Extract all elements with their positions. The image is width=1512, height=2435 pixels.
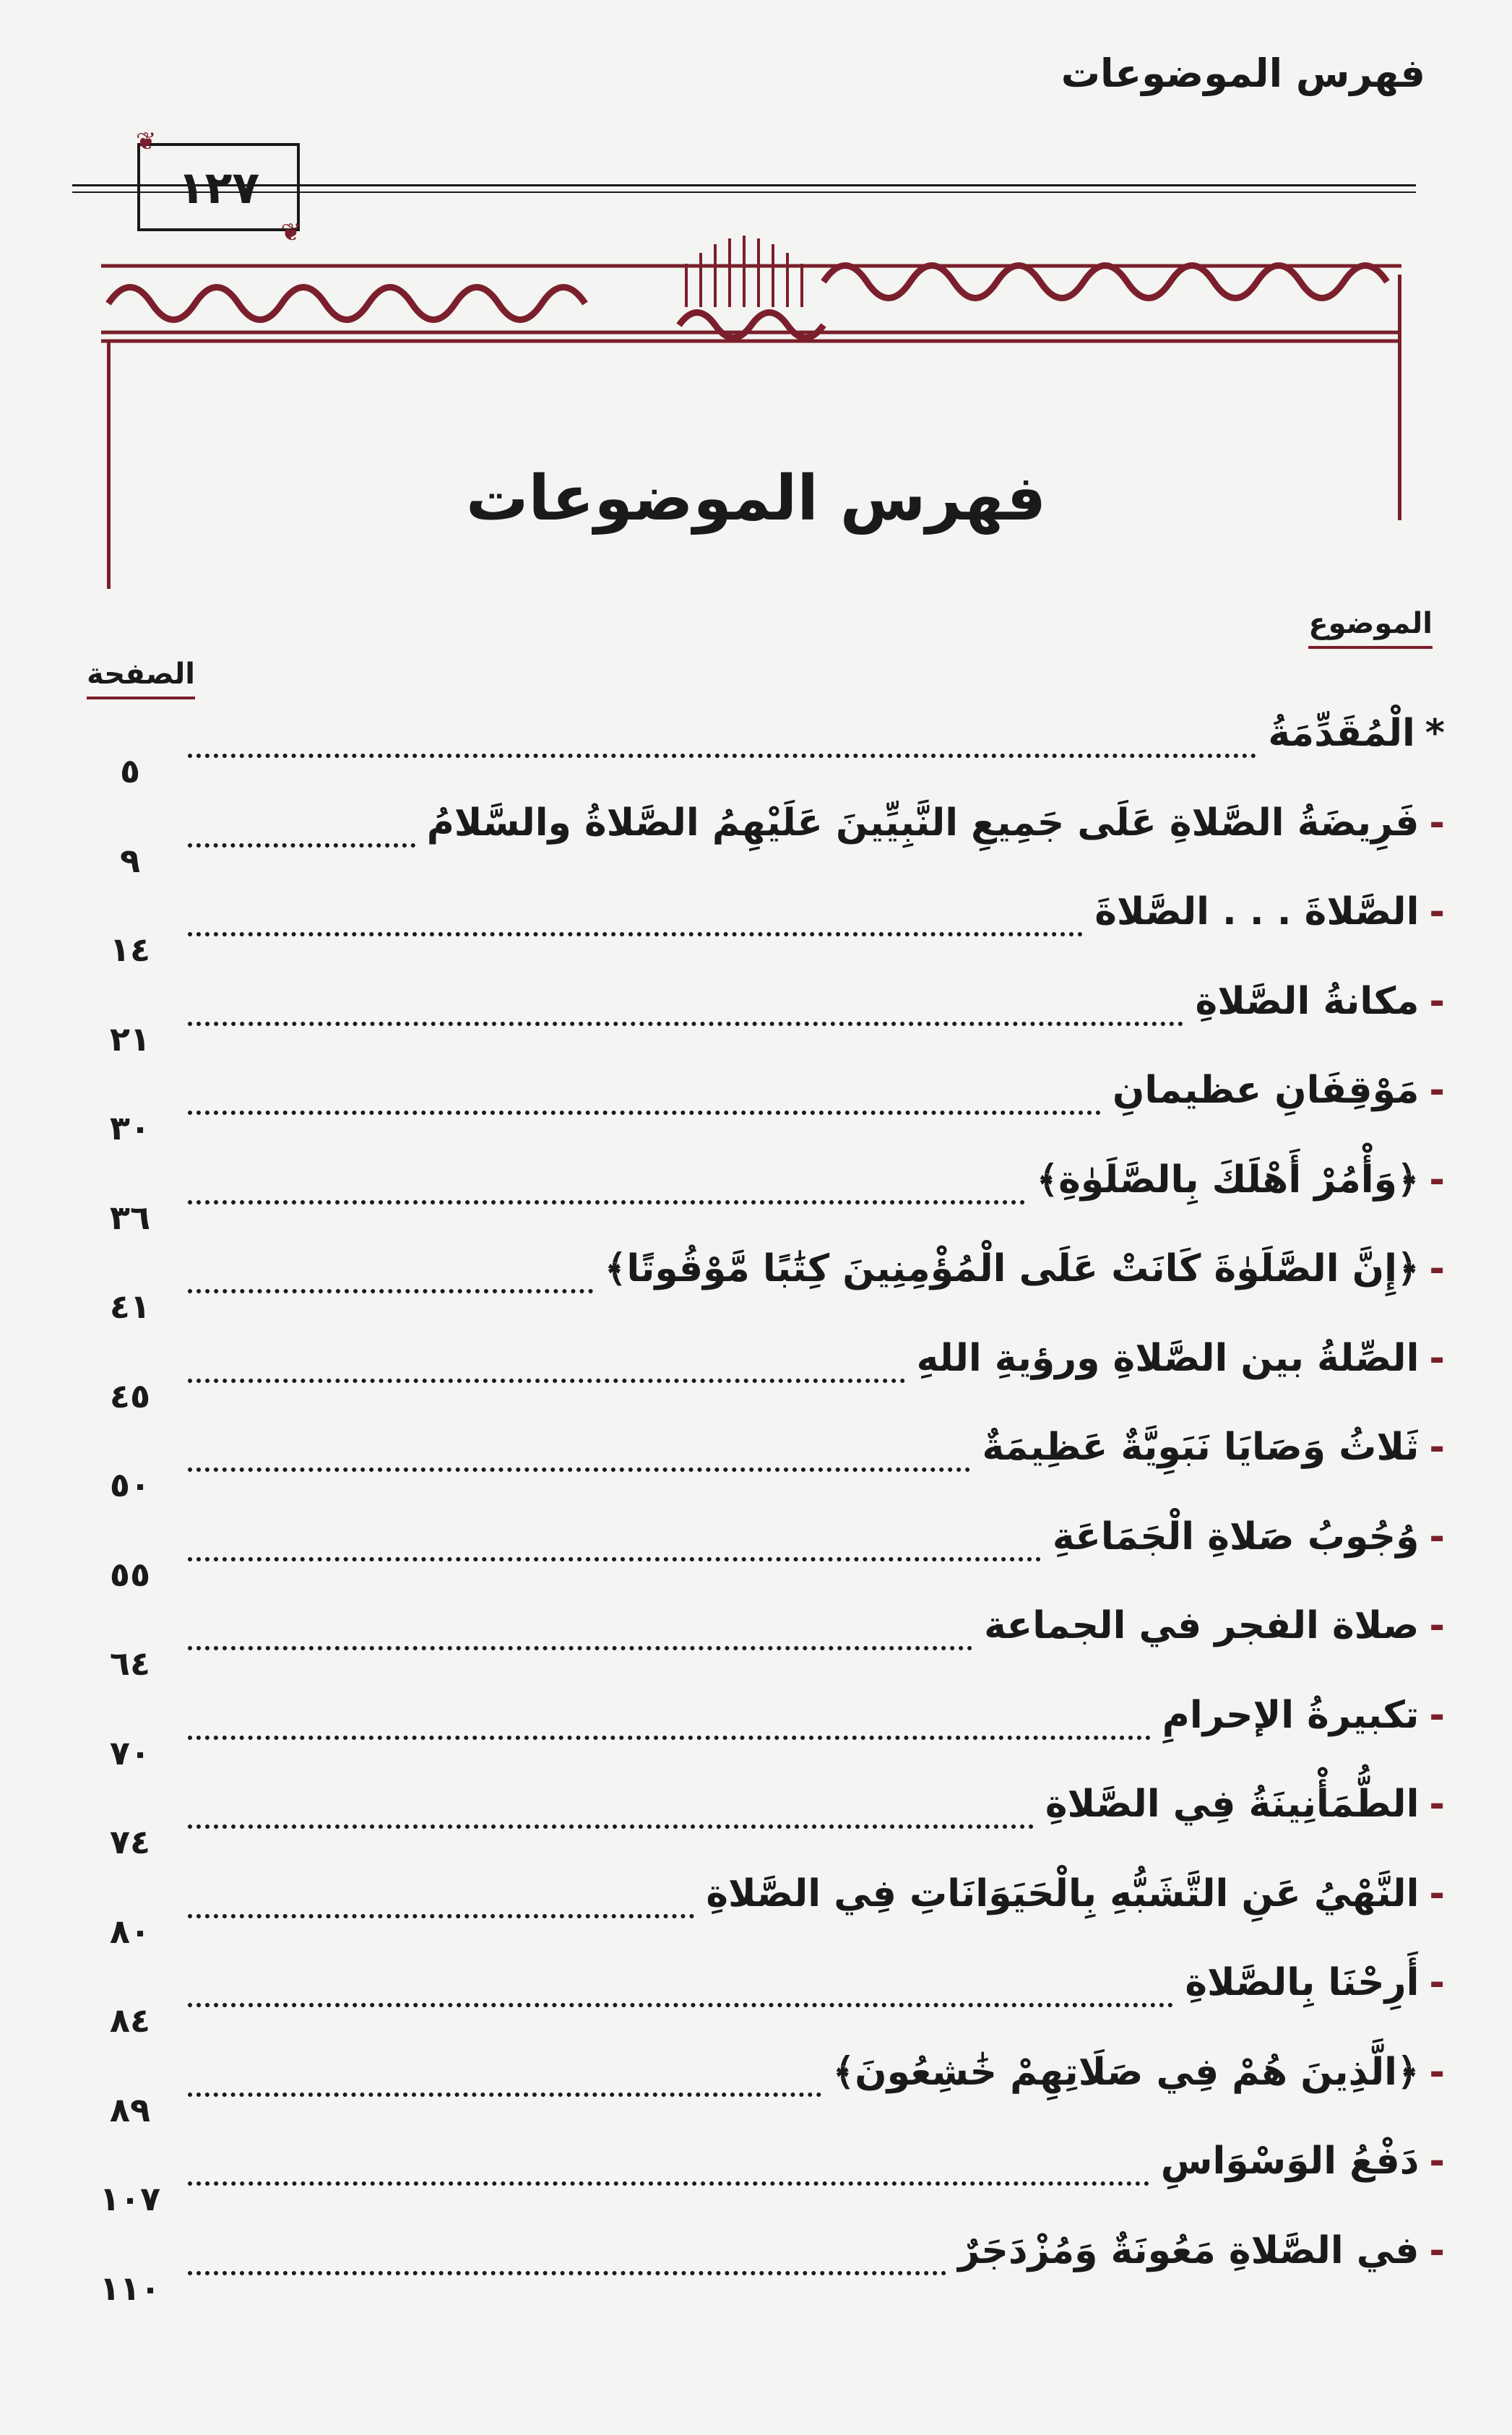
toc-entry-title <box>958 2229 1445 2272</box>
dot-leader <box>188 1646 972 1650</box>
toc-entry-text: ثَلاثُ وَصَايَا نَبَوِيَّةٌ عَظِيمَةٌ <box>982 1426 1420 1469</box>
dash-marker: - <box>1429 1783 1445 1826</box>
toc-entry <box>87 1069 1445 1155</box>
toc-entry <box>87 1783 1445 1869</box>
toc-entry-title <box>1185 1961 1445 2004</box>
dot-leader <box>188 2003 1173 2007</box>
toc-entry-title <box>605 1247 1445 1290</box>
dot-leader <box>188 1022 1183 1026</box>
toc-entry-page: ٨٠ <box>109 1911 151 1951</box>
toc-entry <box>87 1426 1445 1512</box>
toc-entry-title <box>1113 1069 1445 1112</box>
toc-entry <box>87 1515 1445 1602</box>
dot-leader <box>188 1557 1041 1561</box>
dot-leader <box>188 2181 1149 2186</box>
toc-entry-page: ٤١ <box>109 1287 151 1326</box>
toc-entry-page: ٩ <box>119 840 141 880</box>
toc-entry-text: ﴿إِنَّ الصَّلَوٰةَ كَانَتْ عَلَى الْمُؤْمِنِينَ كِتَٰبًا مَّوْقُوتًا﴾ <box>604 1247 1420 1290</box>
toc-entry-title <box>1268 712 1445 755</box>
dot-leader <box>188 1111 1101 1115</box>
toc-entry <box>87 1694 1445 1780</box>
toc-entry-title <box>1162 1694 1445 1737</box>
dash-marker: - <box>1429 1961 1445 2004</box>
toc-entry-title <box>833 2051 1445 2094</box>
column-header-topic: الموضوع <box>1308 607 1433 649</box>
flourish-icon: ❦ <box>280 218 301 247</box>
dash-marker: - <box>1429 2050 1445 2094</box>
asterisk-marker: * <box>1425 712 1445 755</box>
toc-entry-title <box>917 1337 1445 1380</box>
dash-marker: - <box>1429 801 1445 845</box>
dot-leader <box>188 932 1083 936</box>
toc-entry-page: ١١٠ <box>99 2268 161 2308</box>
page-title: فهرس الموضوعات <box>465 462 1047 535</box>
dash-marker: - <box>1429 979 1445 1023</box>
dot-leader <box>188 1289 593 1293</box>
toc-entry-title <box>982 1426 1445 1469</box>
dash-marker: - <box>1429 1514 1445 1559</box>
toc-entry-text: الطُّمَأْنِينَةُ فِي الصَّلاةِ <box>1045 1783 1420 1826</box>
toc-entry <box>87 1961 1445 2048</box>
dash-marker: - <box>1429 1336 1445 1380</box>
toc-entry-text: النَّهْيُ عَنِ التَّشَبُّهِ بِالْحَيَوَانَاتِ فِي الصَّلاةِ <box>706 1871 1420 1915</box>
flourish-icon: ❦ <box>136 127 157 156</box>
toc-entry-text: ﴿وَأْمُرْ أَهْلَكَ بِالصَّلَوٰةِ﴾ <box>1036 1158 1420 1202</box>
toc-entry <box>87 2051 1445 2137</box>
toc-entry <box>87 1872 1445 1959</box>
toc-entry-page: ٢١ <box>109 1019 151 1059</box>
dash-marker: - <box>1429 1871 1445 1915</box>
dot-leader <box>188 1824 1034 1829</box>
running-header: فهرس الموضوعات <box>1060 51 1425 96</box>
toc-entry <box>87 1337 1445 1423</box>
toc-entry <box>87 712 1445 798</box>
toc-entry-text: صلاة الفجر في الجماعة <box>984 1604 1420 1647</box>
dash-marker: - <box>1429 1247 1445 1290</box>
toc-entry-page: ٥٠ <box>109 1465 151 1504</box>
toc-entry-title <box>706 1872 1445 1915</box>
toc-entry-page: ٥٥ <box>109 1554 151 1594</box>
dot-leader <box>188 1200 1025 1204</box>
dot-leader <box>188 2093 821 2097</box>
dot-leader <box>188 1736 1151 1740</box>
dot-leader <box>188 1379 905 1383</box>
toc-entry <box>87 1247 1445 1334</box>
toc-entry-title <box>1196 980 1446 1023</box>
toc-entry-page: ٧٤ <box>109 1822 151 1861</box>
toc-entry-text: الْمُقَدِّمَةُ <box>1268 712 1415 755</box>
toc-entry <box>87 2229 1445 2316</box>
toc-entry <box>87 1158 1445 1245</box>
toc-entry-text: أَرِحْنَا بِالصَّلاةِ <box>1185 1961 1420 2004</box>
toc-entry-text: في الصَّلاةِ مَعُونَةٌ وَمُزْدَجَرٌ <box>958 2228 1420 2272</box>
toc-entry-text: فَرِيضَةُ الصَّلاةِ عَلَى جَمِيعِ النَّبِيِّينَ عَلَيْهِمُ الصَّلاةُ والسَّلامُ <box>426 801 1420 845</box>
toc-entry-page: ٦٤ <box>109 1644 151 1683</box>
toc-entry-text: دَفْعُ الوَسْوَاسِ <box>1160 2139 1420 2183</box>
toc-entry-page: ٨٩ <box>109 2090 151 2129</box>
toc-entry <box>87 2139 1445 2226</box>
toc-entry-text: وُجُوبُ صَلاةِ الْجَمَاعَةِ <box>1052 1514 1420 1559</box>
toc-entry-page: ٥ <box>119 751 141 790</box>
dash-marker: - <box>1429 1158 1445 1202</box>
toc-entry-page: ١٤ <box>109 930 151 969</box>
toc-entry-text: الصِّلةُ بين الصَّلاةِ ورؤيةِ اللهِ <box>916 1336 1420 1380</box>
toc-entry <box>87 801 1445 888</box>
toc-entry-text: مَوْقِفَانِ عظيمانِ <box>1112 1069 1420 1112</box>
page-number: ١٢٧ <box>177 160 260 214</box>
dot-leader <box>188 2271 946 2275</box>
dot-leader <box>188 843 415 848</box>
dash-marker: - <box>1429 1693 1445 1737</box>
toc-entry-title <box>1053 1515 1445 1559</box>
toc-entry-title <box>1045 1783 1445 1826</box>
toc-entry-title <box>1161 2139 1445 2183</box>
dot-leader <box>188 1468 970 1472</box>
dash-marker: - <box>1429 890 1445 934</box>
toc-entry-page: ١٠٧ <box>99 2179 161 2218</box>
toc-entry-title <box>984 1604 1445 1647</box>
toc-entry-title <box>1037 1158 1445 1202</box>
toc-entry <box>87 1604 1445 1691</box>
toc-entry-text: تكبيرةُ الإحرامِ <box>1162 1693 1420 1737</box>
toc-entry-page: ٣٠ <box>109 1108 151 1147</box>
toc-entry-text: ﴿الَّذِينَ هُمْ فِي صَلَاتِهِمْ خَٰشِعُونَ﴾ <box>832 2050 1420 2094</box>
dot-leader <box>188 754 1256 758</box>
column-header-page: الصفحة <box>87 658 195 699</box>
toc-entry-page: ٨٤ <box>109 2001 151 2040</box>
dash-marker: - <box>1429 1604 1445 1647</box>
dash-marker: - <box>1429 1069 1445 1112</box>
toc-entry-title <box>427 801 1445 845</box>
dash-marker: - <box>1429 1426 1445 1469</box>
dash-marker: - <box>1429 2139 1445 2183</box>
dash-marker: - <box>1429 2228 1445 2272</box>
toc-entry-page: ٧٠ <box>109 1733 151 1772</box>
toc-entry-page: ٣٦ <box>109 1197 151 1237</box>
toc-entry <box>87 890 1445 977</box>
toc-entry-page: ٤٥ <box>109 1376 151 1415</box>
toc-entry <box>87 980 1445 1066</box>
dot-leader <box>188 1914 694 1918</box>
toc-entry-text: مكانةُ الصَّلاةِ <box>1195 979 1420 1023</box>
toc-entry-title <box>1094 890 1445 934</box>
toc-entry-text: الصَّلاةَ . . . الصَّلاةَ <box>1094 890 1420 934</box>
